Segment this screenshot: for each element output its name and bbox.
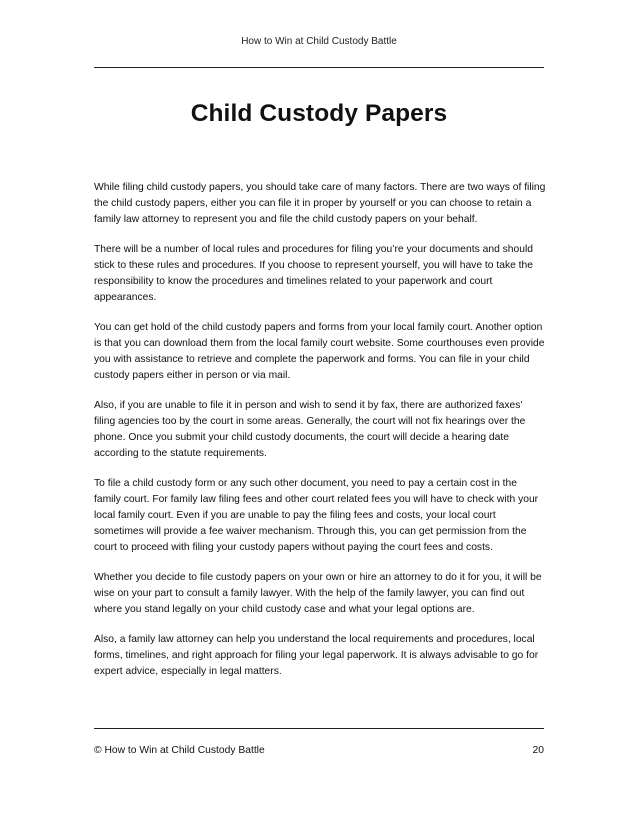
paragraph: You can get hold of the child custody papers and forms from your local family court. Another option is that you can download them from the local family court website. Some courthouses even provide you with assistance to retrieve and complete the paperwork and forms. You can file in your child custody papers either in person or via mail. — [94, 322, 545, 381]
paragraph: There will be a number of local rules and procedures for filing you’re your documents and should stick to these rules and procedures. If you choose to represent yourself, you will have to take the responsibility to know the procedures and timelines related to your paperwork and court appearances. — [94, 244, 534, 303]
paragraph: To file a child custody form or any such other document, you need to pay a certain cost in the family court. For family law filing fees and other court related fees you will have to check with your local family court. Even if you are unable to pay the filing fees and costs, your local court sometimes will provide a fee waiver mechanism. Through this, you can get permission from the court to proceed with filing your custody papers without paying the court fees and costs. — [94, 478, 539, 553]
footer-copyright: © How to Win at Child Custody Battle — [94, 745, 265, 756]
body-text — [94, 180, 546, 694]
page-number: 20 — [532, 745, 544, 756]
paragraph: While filing child custody papers, you should take care of many factors. There are two ways of filing the child custody papers, either you can file it in proper by yourself or you can choose to retain a family law attorney to represent you and file the child custody papers on your behalf. — [94, 182, 546, 225]
footer-rule — [94, 728, 544, 729]
paragraph: Also, a family law attorney can help you understand the local requirements and procedures, local forms, timelines, and right approach for filing your legal paperwork. It is always advisable to go for expert advice, especially in legal matters. — [94, 634, 539, 677]
paragraph: Also, if you are unable to file it in person and wish to send it by fax, there are authorized faxes’ filing agencies too by the court in some areas. Generally, the court will not fix hearings over the phone. Once you submit your child custody documents, the court will decide a hearing date according to the statute requirements. — [94, 400, 526, 459]
paragraph: Whether you decide to file custody papers on your own or hire an attorney to do it for you, it will be wise on your part to consult a family lawyer. With the help of the family lawyer, you can find out where you stand legally on your child custody case and what your legal options are. — [94, 572, 542, 615]
page-title: Child Custody Papers — [190, 100, 448, 127]
running-header: How to Win at Child Custody Battle — [241, 36, 397, 47]
header-rule — [94, 67, 544, 68]
page-footer — [94, 745, 544, 756]
